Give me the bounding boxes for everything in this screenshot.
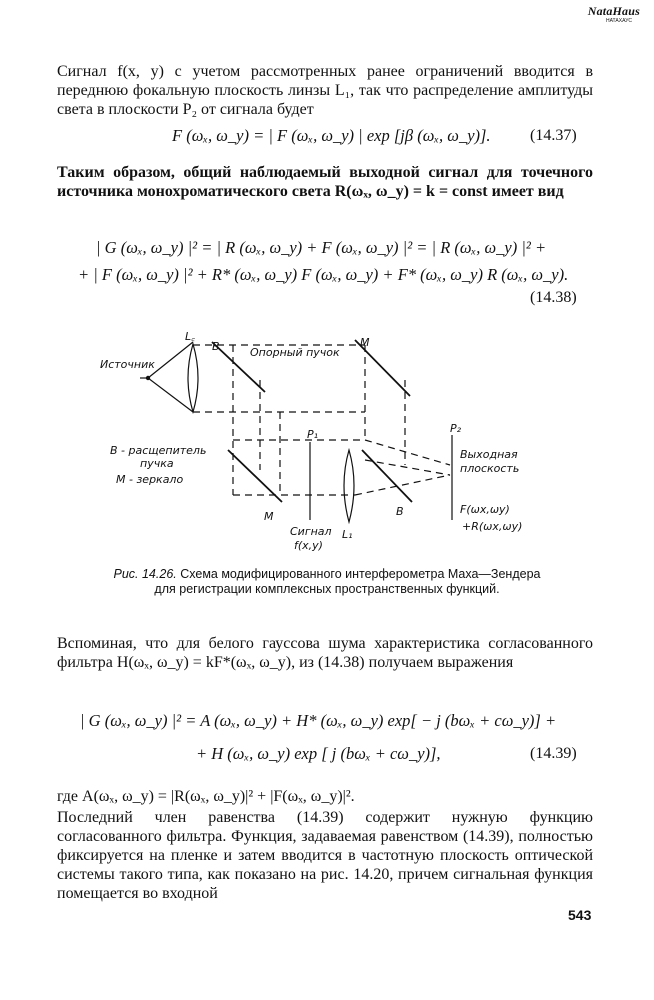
mirror-bottom bbox=[228, 450, 282, 502]
label-lc: L꜀ bbox=[185, 330, 195, 343]
equation-14-39-line-2: + H (ωₓ, ω_y) exp [ j (bωₓ + cω_y)], bbox=[196, 744, 441, 763]
watermark-sub: НАТАХАУС bbox=[605, 18, 632, 24]
label-m-top: M bbox=[360, 336, 370, 349]
label-signal-2: f(x,y) bbox=[294, 539, 323, 552]
label-output-f: F(ωx,ωy) bbox=[460, 503, 510, 516]
label-output-r: +R(ωx,ωy) bbox=[462, 520, 523, 533]
label-mirror: M - зеркало bbox=[116, 473, 184, 486]
watermark-logo: NataHaus bbox=[587, 4, 640, 18]
paragraph-5: Последний член равенства (14.39) содержит нужную функцию согласованного фильтра. Функция, задаваемая равенством (14.39), полностью фиксируется на пленке и затем вводится в частотную плоскость оптической системы такого типа, как показано на рис. 14.20, причем сигнальная функция помещается во входной bbox=[57, 809, 593, 902]
caption-text: Схема модифицированного интерферометра Маха—Зендера для регистрации комплексных пространственных функций. bbox=[154, 567, 541, 596]
label-p1: P₁ bbox=[307, 428, 319, 441]
paragraph-2: Таким образом, общий наблюдаемый выходной сигнал для точечного источника монохроматического света R(ωₓ, ω_y) = k = const имеет вид bbox=[57, 164, 593, 200]
equation-14-39-line-1: | G (ωₓ, ω_y) |² = A (ωₓ, ω_y) + H* (ωₓ, ω_y) exp[ − j (bωₓ + cω_y)] + bbox=[80, 711, 557, 730]
label-output-1: Выходная bbox=[460, 448, 518, 461]
label-splitter-1: B - расщепитель bbox=[110, 444, 207, 457]
mach-zehnder-diagram bbox=[100, 330, 560, 560]
label-splitter-2: пучка bbox=[140, 457, 174, 470]
converging-ray-1 bbox=[365, 440, 450, 465]
label-m-bottom: M bbox=[264, 510, 274, 523]
label-b-top: B bbox=[212, 340, 220, 353]
page-number: 543 bbox=[568, 907, 592, 923]
equation-14-37: F (ωₓ, ω_y) = | F (ωₓ, ω_y) | exp [jβ (ωₓ, ω_y)]. bbox=[172, 126, 491, 145]
label-output-2: плоскость bbox=[460, 462, 520, 475]
source-ray-bottom bbox=[148, 378, 193, 412]
label-b-bottom: B bbox=[396, 505, 404, 518]
source-point bbox=[146, 376, 149, 379]
equation-14-38-line-2: + | F (ωₓ, ω_y) |² + R* (ωₓ, ω_y) F (ωₓ, ω_y) + F* (ωₓ, ω_y) R (ωₓ, ω_y). bbox=[78, 265, 569, 284]
equation-number-14-37: (14.37) bbox=[530, 127, 577, 144]
caption-lead: Рис. 14.26. bbox=[113, 567, 177, 581]
equation-14-38-line-1: | G (ωₓ, ω_y) |² = | R (ωₓ, ω_y) + F (ωₓ, ω_y) |² = | R (ωₓ, ω_y) |² + bbox=[96, 238, 547, 257]
label-l1: L₁ bbox=[342, 528, 353, 541]
label-p2: P₂ bbox=[450, 422, 462, 435]
label-reference-beam: Опорный пучок bbox=[250, 346, 340, 359]
label-signal-1: Сигнал bbox=[290, 525, 332, 538]
paragraph-1: Сигнал f(x, y) с учетом рассмотренных ранее ограничений вводится в переднюю фокальную плоскость линзы L₁, так что распределение амплитуды света в плоскости P₂ от сигнала будет bbox=[57, 63, 593, 118]
equation-number-14-38: (14.38) bbox=[530, 289, 577, 306]
lens-lc bbox=[188, 344, 198, 412]
paragraph-3: Вспоминая, что для белого гауссова шума характеристика согласованного фильтра H(ωₓ, ω_y) = kF*(ωₓ, ω_y), из (14.38) получаем выражения bbox=[57, 635, 593, 671]
lens-l1 bbox=[344, 450, 354, 522]
paragraph-4: где A(ωₓ, ω_y) = |R(ωₓ, ω_y)|² + |F(ωₓ, ω_y)|². bbox=[57, 788, 355, 805]
equation-number-14-39: (14.39) bbox=[530, 745, 577, 762]
figure-caption bbox=[110, 567, 544, 597]
label-source: Источник bbox=[100, 358, 155, 371]
